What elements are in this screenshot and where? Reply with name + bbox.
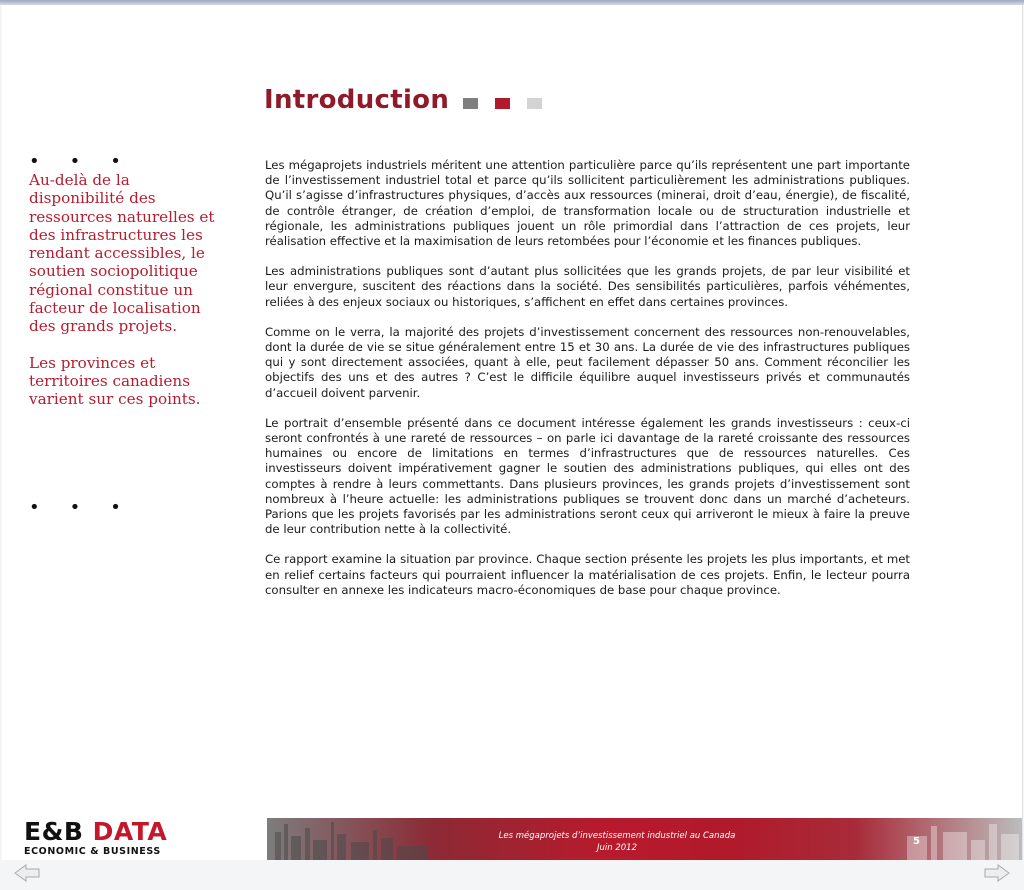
arrow-right-icon	[984, 864, 1010, 882]
body-paragraph: Le portrait d’ensemble présenté dans ce document intéresse également les grands investisseurs : ceux-ci seront confrontés à une rareté de ressources – on parle ici davantage de la rareté croissante des ressources humaines ou encore de limitations en termes d’infrastructures que de ressources naturelles. Ces investisseurs doivent impérativement gagner le soutien des administrations publiques, qui elles ont des comptes à rendre à leurs commettants. Dans plusieurs provinces, les grands projets d’investissement sont nombreux à l’heure actuelle: les administrations publiques se trouvent donc dans un marché d’acheteurs. Parions que les projets favorisés par les administrations seront ceux qui arriveront le mieux à faire la preuve de leur contribution nette à la collectivité.	[265, 415, 910, 537]
body-text	[265, 158, 910, 613]
sidebar-quote	[29, 171, 229, 427]
title-row	[264, 85, 542, 115]
page-title: Introduction	[264, 85, 450, 115]
document-page	[2, 5, 1023, 860]
title-squares	[463, 98, 542, 109]
arrow-left-icon	[14, 864, 40, 882]
eb-data-logo	[24, 818, 214, 857]
footer-banner	[267, 818, 1022, 860]
sidebar-quote-paragraph: Les provinces et territoires canadiens varient sur ces points.	[29, 353, 201, 409]
logo-subtitle: ECONOMIC & BUSINESS	[24, 846, 161, 857]
body-paragraph: Les administrations publiques sont d’autant plus sollicitées que les grands projets, de par leur visibilité et leur envergure, suscitent des réactions dans la société. Des sensibilités particulières, parfois véhémentes, reliées à des enjeux sociaux ou historiques, s’affichent en effet dans certaines provinces.	[265, 264, 910, 309]
body-paragraph: Ce rapport examine la situation par province. Chaque section présente les projets les plus importants, et met en relief certains facteurs qui pourraient influencer la matérialisation de ces projets. Enfin, le lecteur pourra consulter en annexe les indicateurs macro-économiques de base pour chaque province.	[265, 552, 910, 597]
body-paragraph: Comme on le verra, la majorité des projets d’investissement concernent des ressources non-renouvelables, dont la durée de vie se situe généralement entre 15 et 30 ans. La durée de vie des infrastructures publiques qui y sont directement associées, quant à elle, peut facilement dépasser 50 ans. Comment réconcilier les objectifs des uns et des autres ? C’est le difficile équilibre auquel investisseurs privés et communautés d’accueil doivent parvenir.	[265, 324, 910, 400]
body-paragraph: Les mégaprojets industriels méritent une attention particulière parce qu’ils représentent une part importante de l’investissement industriel total et parce qu’ils sollicitent particulièrement les administrations publiques. Qu’il s’agisse d’infrastructures physiques, d’accès aux ressources (minerai, droit d’eau, énergie), de fiscalité, de contrôle étranger, de création d’emploi, de transformation locale ou de structuration industrielle et régionale, les administrations publiques jouent un rôle primordial dans l’attraction de ces projets, leur réalisation effective et la maximisation de leurs retombées pour l’économie et les finances publiques.	[265, 158, 910, 249]
sidebar-dots-bottom: •••	[29, 497, 151, 518]
accent-square-gray	[463, 98, 478, 109]
sidebar-dots-top: •••	[29, 151, 151, 172]
banner-date: Juin 2012	[597, 843, 637, 853]
logo-data: DATA	[92, 817, 168, 846]
accent-square-red	[495, 98, 510, 109]
next-page-button[interactable]	[984, 864, 1010, 882]
logo-eb: E&B	[24, 817, 84, 846]
banner-title: Les mégaprojets d’investissement industriel au Canada	[498, 831, 736, 841]
banner-caption	[417, 830, 817, 854]
sidebar-quote-paragraph: Au-delà de la disponibilité des ressources naturelles et des infrastructures les rendant accessibles, le soutien sociopolitique régional constitue un facteur de localisation des grands projets.	[29, 171, 215, 336]
accent-square-light	[527, 98, 542, 109]
prev-page-button[interactable]	[14, 864, 40, 882]
page-number: 5	[913, 836, 920, 847]
logo-wordmark	[24, 818, 214, 846]
